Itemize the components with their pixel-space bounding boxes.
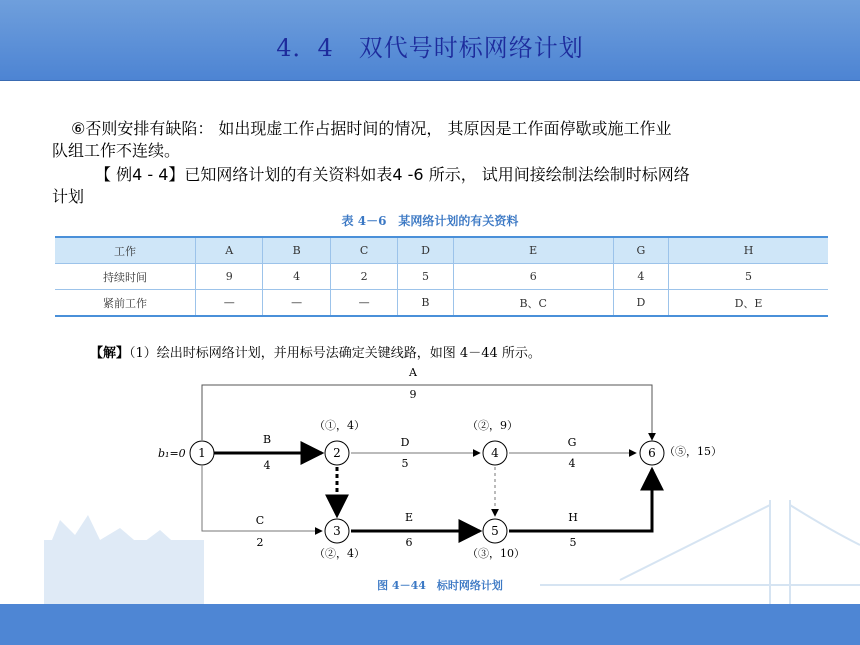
slide-footer	[0, 604, 860, 645]
paragraph-2-line-2: 计划	[52, 187, 85, 206]
paragraph-1-line-2: 队组工作不连续。	[52, 141, 181, 160]
arrow-D-name: D	[400, 436, 410, 449]
node-4	[483, 441, 507, 465]
table-cell: D	[613, 290, 668, 317]
node-6-label: （⑤，15）	[664, 445, 722, 458]
table-cell: D、E	[669, 290, 828, 317]
arrow-C-name: C	[255, 514, 265, 527]
svg-text:5: 5	[491, 524, 499, 538]
table-cell: B	[398, 290, 453, 317]
node-6	[640, 441, 664, 465]
table-cell: 持续时间	[55, 264, 196, 290]
arrow-A-duration: 9	[409, 388, 417, 401]
node-5-label: （③，10）	[467, 547, 525, 560]
svg-text:2: 2	[333, 446, 341, 460]
paragraph-2-line-1: 【 例4 - 4】已知网络计划的有关资料如表4 -6 所示， 试用间接绘制法绘制时标网络	[95, 165, 690, 184]
table-cell: —	[263, 290, 330, 317]
arrow-B-name: B	[262, 433, 272, 446]
table-header-cell: D	[398, 237, 453, 264]
arrow-G-name: G	[567, 436, 577, 449]
arrow-B-duration: 4	[263, 459, 271, 472]
node-3	[325, 519, 349, 543]
table-cell: B、C	[453, 290, 613, 317]
solution-text: （1）绘出时标网络计划，并用标号法确定关键线路，如图 4－44 所示。	[129, 346, 541, 361]
table-cell: 6	[453, 264, 613, 290]
table-header-cell: A	[196, 237, 263, 264]
node-3-label: （②，4）	[314, 547, 365, 560]
table-cell: —	[196, 290, 263, 317]
table-cell: 4	[263, 264, 330, 290]
table-cell: 2	[330, 264, 397, 290]
table-header-cell: E	[453, 237, 613, 264]
table-cell: 紧前工作	[55, 290, 196, 317]
node-5	[483, 519, 507, 543]
table-cell: 4	[613, 264, 668, 290]
solution-label: 【解】	[90, 346, 130, 361]
svg-text:1: 1	[198, 446, 206, 460]
svg-text:3: 3	[333, 524, 341, 538]
start-label: b₁=0	[158, 447, 186, 460]
node-2-label: （①，4）	[314, 419, 365, 432]
table-cell: —	[330, 290, 397, 317]
arrow-E-name: E	[404, 511, 414, 524]
arrow-H-name: H	[568, 511, 578, 524]
table-caption: 表 4－6 某网络计划的有关资料	[341, 214, 519, 228]
arrow-H-duration: 5	[569, 536, 577, 549]
arrow-G-duration: 4	[568, 457, 576, 470]
arrow-E-duration: 6	[405, 536, 413, 549]
arrow-H	[509, 469, 652, 531]
table-cell: 5	[398, 264, 453, 290]
table-header-cell: H	[669, 237, 828, 264]
table-cell: 9	[196, 264, 263, 290]
arrow-A	[202, 385, 652, 440]
node-2	[325, 441, 349, 465]
node-1	[190, 441, 214, 465]
table-header-cell: C	[330, 237, 397, 264]
table-header-cell: B	[263, 237, 330, 264]
figure-caption: 图 4－44 标时网络计划	[377, 579, 503, 592]
node-4-label: （②，9）	[467, 419, 518, 432]
arrow-D-duration: 5	[401, 457, 409, 470]
arrow-A-name: A	[409, 366, 417, 379]
svg-text:6: 6	[648, 446, 656, 460]
arrow-C-duration: 2	[256, 536, 264, 549]
slide-title: 4．4 双代号时标网络计划	[276, 34, 584, 62]
table-cell: 5	[669, 264, 828, 290]
table-header-cell: 工作	[55, 237, 196, 264]
table-header-cell: G	[613, 237, 668, 264]
svg-text:4: 4	[491, 446, 499, 460]
paragraph-1-line-1: ⑥否则安排有缺陷： 如出现虚工作占据时间的情况， 其原因是工作面停歇或施工作业	[71, 119, 672, 138]
